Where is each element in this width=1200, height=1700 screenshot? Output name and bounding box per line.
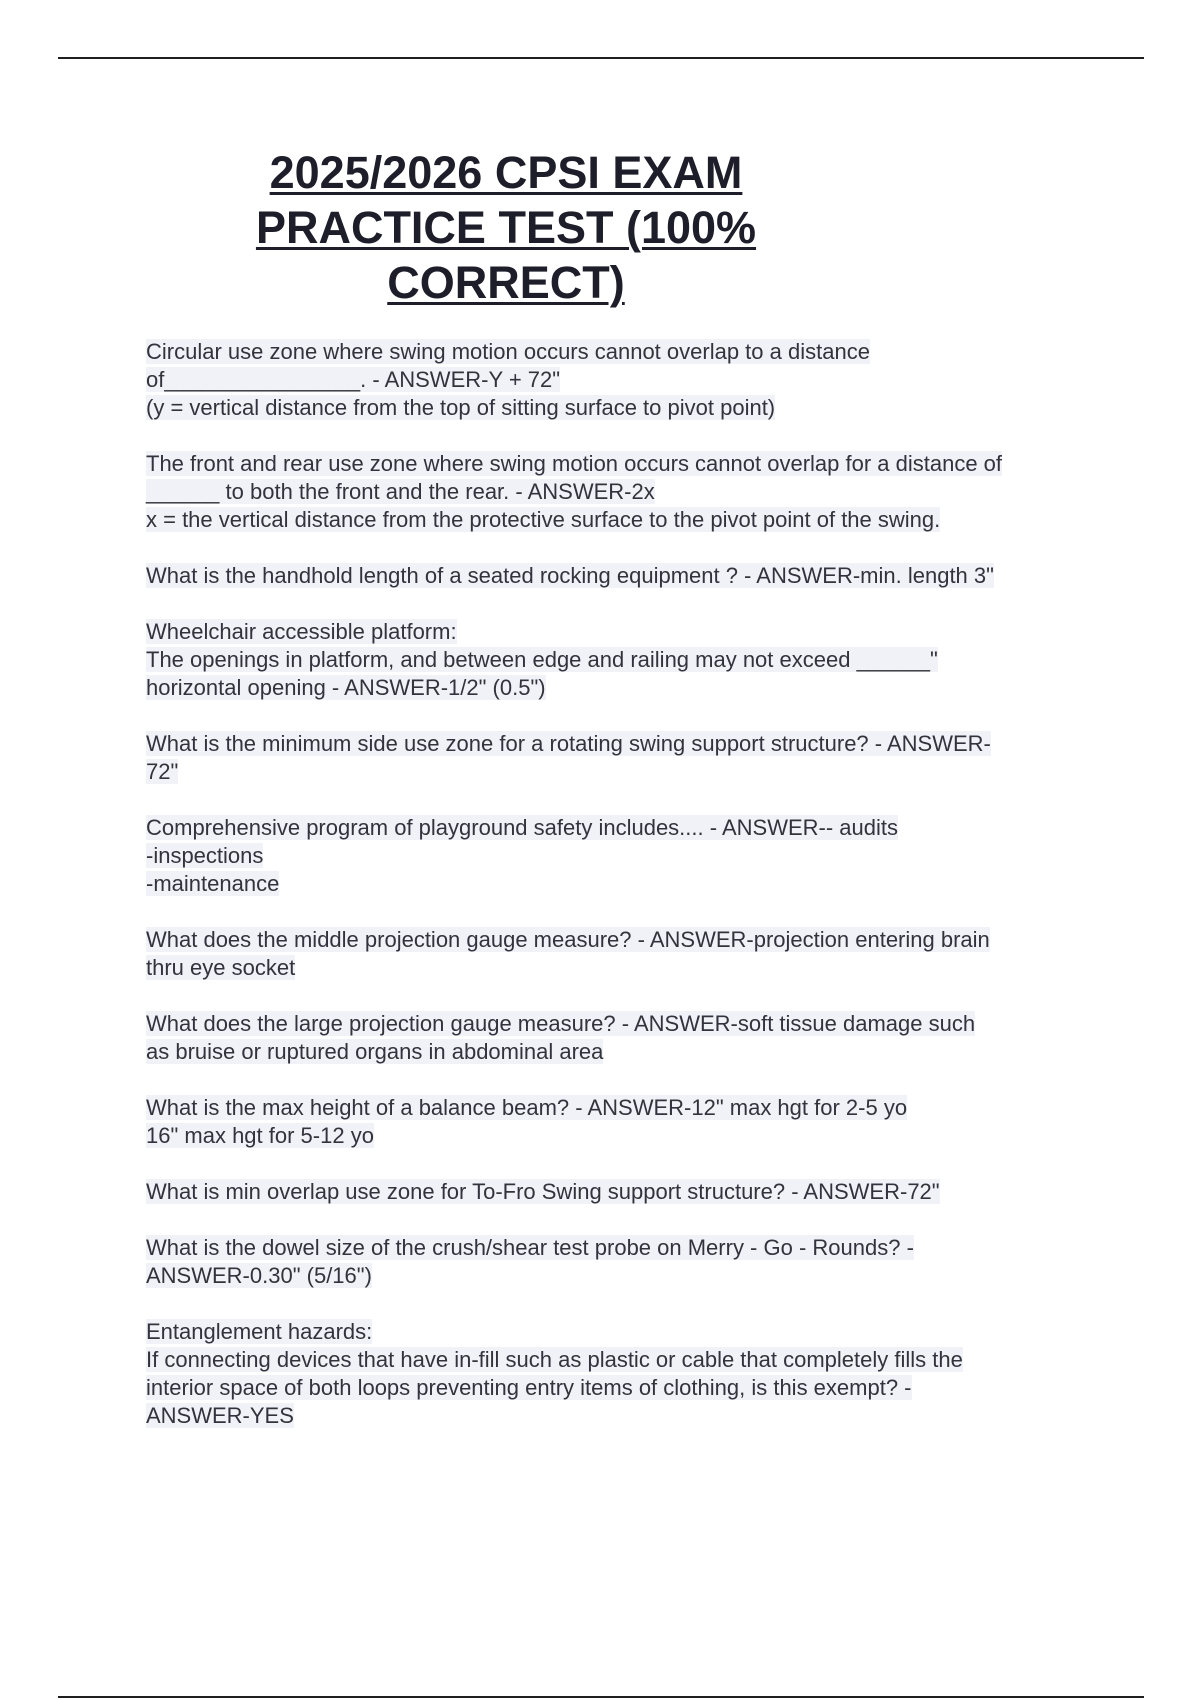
qa-line xyxy=(146,1318,1106,1346)
qa-line xyxy=(146,1010,1106,1038)
qa-line-text: 16" max hgt for 5-12 yo xyxy=(146,1123,374,1148)
qa-line-text: x = the vertical distance from the protective surface to the pivot point of the swing. xyxy=(146,507,941,532)
qa-line-text: ANSWER-0.30" (5/16") xyxy=(146,1263,372,1288)
qa-line xyxy=(146,646,1106,674)
qa-item xyxy=(146,926,1106,982)
qa-line-text: What does the middle projection gauge measure? - ANSWER-projection entering brain xyxy=(146,927,990,952)
qa-line xyxy=(146,1038,1106,1066)
qa-item xyxy=(146,618,1106,702)
qa-line-text: If connecting devices that have in-fill such as plastic or cable that completely fills the xyxy=(146,1347,963,1372)
qa-line-text: thru eye socket xyxy=(146,955,296,980)
qa-line xyxy=(146,1234,1106,1262)
qa-item xyxy=(146,1234,1106,1290)
qa-item xyxy=(146,1318,1106,1430)
qa-item xyxy=(146,450,1106,534)
qa-line xyxy=(146,366,1106,394)
qa-line-text: of________________. - ANSWER-Y + 72" xyxy=(146,367,561,392)
qa-line xyxy=(146,1094,1106,1122)
qa-line xyxy=(146,814,1106,842)
title-line: CORRECT) xyxy=(387,257,625,308)
qa-line-text: Comprehensive program of playground safety includes.... - ANSWER-- audits xyxy=(146,815,898,840)
qa-line-text: Circular use zone where swing motion occurs cannot overlap to a distance xyxy=(146,339,870,364)
qa-item xyxy=(146,814,1106,898)
qa-line xyxy=(146,842,1106,870)
qa-line xyxy=(146,954,1106,982)
qa-line-text: What is min overlap use zone for To-Fro Swing support structure? - ANSWER-72" xyxy=(146,1179,940,1204)
qa-line xyxy=(146,562,1106,590)
qa-line-text: What is the minimum side use zone for a rotating swing support structure? - ANSWER- xyxy=(146,731,991,756)
qa-line-text: What is the max height of a balance beam? - ANSWER-12" max hgt for 2-5 yo xyxy=(146,1095,908,1120)
qa-line-text: What is the dowel size of the crush/shear test probe on Merry - Go - Rounds? - xyxy=(146,1235,914,1260)
qa-item xyxy=(146,1178,1106,1206)
question-answer-list xyxy=(146,338,1106,1458)
qa-line xyxy=(146,338,1106,366)
qa-line xyxy=(146,450,1106,478)
title-line: 2025/2026 CPSI EXAM xyxy=(269,147,743,198)
qa-item xyxy=(146,1094,1106,1150)
qa-line xyxy=(146,1122,1106,1150)
qa-line xyxy=(146,926,1106,954)
qa-line xyxy=(146,674,1106,702)
qa-line-text: interior space of both loops preventing entry items of clothing, is this exempt? - xyxy=(146,1375,912,1400)
qa-line-text: What is the handhold length of a seated rocking equipment ? - ANSWER-min. length 3" xyxy=(146,563,994,588)
qa-line-text: as bruise or ruptured organs in abdominal area xyxy=(146,1039,604,1064)
qa-line-text: ANSWER-YES xyxy=(146,1403,294,1428)
qa-line xyxy=(146,758,1106,786)
qa-line-text: The front and rear use zone where swing motion occurs cannot overlap for a distance of xyxy=(146,451,1003,476)
page-title xyxy=(226,145,786,310)
qa-line-text: horizontal opening - ANSWER-1/2" (0.5") xyxy=(146,675,546,700)
qa-line xyxy=(146,394,1106,422)
qa-line-text: What does the large projection gauge measure? - ANSWER-soft tissue damage such xyxy=(146,1011,976,1036)
qa-line-text: The openings in platform, and between edge and railing may not exceed ______" xyxy=(146,647,938,672)
qa-line xyxy=(146,870,1106,898)
qa-item xyxy=(146,1010,1106,1066)
qa-item xyxy=(146,562,1106,590)
qa-line xyxy=(146,1262,1106,1290)
qa-line xyxy=(146,1178,1106,1206)
qa-line xyxy=(146,1346,1106,1374)
bottom-rule xyxy=(58,1696,1144,1698)
title-line: PRACTICE TEST (100% xyxy=(255,202,757,253)
qa-line xyxy=(146,1402,1106,1430)
qa-line xyxy=(146,506,1106,534)
top-rule xyxy=(58,57,1144,59)
qa-line-text: ______ to both the front and the rear. - ANSWER-2x xyxy=(146,479,655,504)
qa-item xyxy=(146,730,1106,786)
qa-line-text: Entanglement hazards: xyxy=(146,1319,373,1344)
qa-line-text: -inspections xyxy=(146,843,264,868)
qa-line xyxy=(146,1374,1106,1402)
qa-line xyxy=(146,618,1106,646)
qa-line-text: Wheelchair accessible platform: xyxy=(146,619,457,644)
qa-line-text: -maintenance xyxy=(146,871,280,896)
qa-line xyxy=(146,478,1106,506)
qa-line-text: 72" xyxy=(146,759,179,784)
qa-item xyxy=(146,338,1106,422)
qa-line-text: (y = vertical distance from the top of sitting surface to pivot point) xyxy=(146,395,776,420)
qa-line xyxy=(146,730,1106,758)
